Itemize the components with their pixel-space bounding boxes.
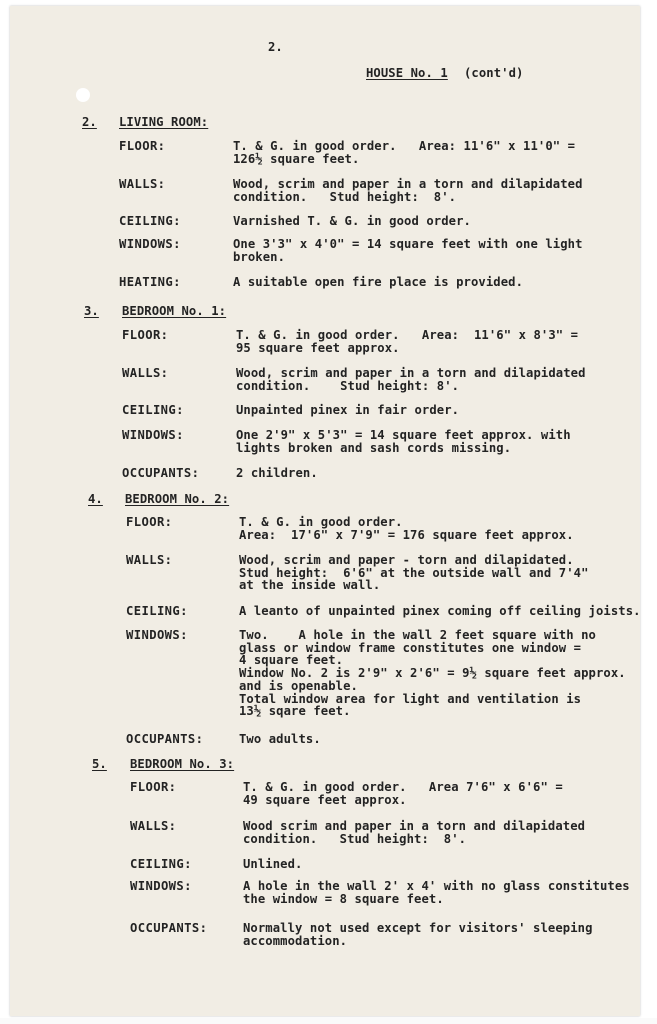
house-title-suffix: (cont'd)	[464, 66, 524, 80]
field-label: OCCUPANTS:	[122, 466, 200, 480]
field-value-line: 49 square feet approx.	[243, 793, 407, 807]
field-value-line: Wood, scrim and paper - torn and dilapidated.	[239, 553, 574, 567]
section-number: 3.	[84, 304, 99, 318]
field-value-line: the window = 8 square feet.	[243, 892, 444, 906]
field-value-line: Two. A hole in the wall 2 feet square with no	[239, 628, 596, 642]
punch-hole	[76, 88, 90, 102]
section-title: BEDROOM No. 1:	[122, 304, 227, 318]
field-value-line: accommodation.	[243, 934, 348, 948]
field-label: CEILING:	[122, 403, 184, 417]
field-label: HEATING:	[119, 275, 181, 289]
field-label: FLOOR:	[119, 139, 166, 153]
field-value-line: glass or window frame constitutes one window =	[239, 641, 582, 655]
field-value-line: A suitable open fire place is provided.	[233, 275, 524, 289]
field-label: WINDOWS:	[119, 237, 181, 251]
section-title: LIVING ROOM:	[119, 115, 209, 129]
field-value-line: broken.	[233, 250, 286, 264]
field-value-line: A hole in the wall 2' x 4' with no glass constitutes	[243, 879, 630, 893]
field-value-line: condition. Stud height: 8'.	[236, 379, 460, 393]
page-edge	[0, 1018, 657, 1024]
field-value-line: One 2'9" x 5'3" = 14 square feet approx. with	[236, 428, 571, 442]
field-value-line: Varnished T. & G. in good order.	[233, 214, 471, 228]
field-value-line: condition. Stud height: 8'.	[243, 832, 467, 846]
field-label: WINDOWS:	[122, 428, 184, 442]
field-label: WALLS:	[126, 553, 173, 567]
field-value-line: Two adults.	[239, 732, 321, 746]
field-value-line: Total window area for light and ventilation is	[239, 692, 582, 706]
field-value-line: lights broken and sash cords missing.	[236, 441, 512, 455]
field-value-line: T. & G. in good order. Area 7'6" x 6'6" =	[243, 780, 563, 794]
field-value-line: Stud height: 6'6" at the outside wall and 7'4"	[239, 566, 589, 580]
section-title: BEDROOM No. 3:	[130, 757, 235, 771]
field-value-line: Area: 17'6" x 7'9" = 176 square feet approx.	[239, 528, 574, 542]
section-number: 4.	[88, 492, 103, 506]
field-value-line: Window No. 2 is 2'9" x 2'6" = 9½ square feet approx.	[239, 666, 626, 680]
field-label: OCCUPANTS:	[130, 921, 208, 935]
field-value-line: at the inside wall.	[239, 578, 381, 592]
house-title: HOUSE No. 1	[366, 66, 448, 80]
field-value-line: Wood, scrim and paper in a torn and dilapidated	[236, 366, 586, 380]
field-value-line: A leanto of unpainted pinex coming off ceiling joists.	[239, 604, 641, 618]
field-label: WALLS:	[122, 366, 169, 380]
page-number: 2.	[268, 40, 283, 54]
field-value-line: Wood, scrim and paper in a torn and dilapidated	[233, 177, 583, 191]
field-value-line: One 3'3" x 4'0" = 14 square feet with one light	[233, 237, 583, 251]
field-label: FLOOR:	[122, 328, 169, 342]
field-label: FLOOR:	[126, 515, 173, 529]
section-number: 2.	[82, 115, 97, 129]
field-value-line: 126½ square feet.	[233, 152, 360, 166]
field-label: WALLS:	[130, 819, 177, 833]
field-label: WINDOWS:	[130, 879, 192, 893]
section-number: 5.	[92, 757, 107, 771]
field-label: CEILING:	[130, 857, 192, 871]
field-value-line: 4 square feet.	[239, 653, 344, 667]
field-value-line: T. & G. in good order. Area: 11'6" x 8'3" =	[236, 328, 579, 342]
field-label: FLOOR:	[130, 780, 177, 794]
field-label: OCCUPANTS:	[126, 732, 204, 746]
field-label: CEILING:	[119, 214, 181, 228]
field-value-line: condition. Stud height: 8'.	[233, 190, 457, 204]
field-label: CEILING:	[126, 604, 188, 618]
field-value-line: Wood scrim and paper in a torn and dilapidated	[243, 819, 586, 833]
field-value-line: T. & G. in good order. Area: 11'6" x 11'0" =	[233, 139, 576, 153]
field-value-line: Normally not used except for visitors' sleeping	[243, 921, 593, 935]
field-value-line: 13½ sqare feet.	[239, 704, 351, 718]
field-label: WALLS:	[119, 177, 166, 191]
section-title: BEDROOM No. 2:	[125, 492, 230, 506]
field-value-line: Unlined.	[243, 857, 303, 871]
field-value-line: 95 square feet approx.	[236, 341, 400, 355]
field-value-line: and is openable.	[239, 679, 358, 693]
field-label: WINDOWS:	[126, 628, 188, 642]
field-value-line: Unpainted pinex in fair order.	[236, 403, 460, 417]
field-value-line: T. & G. in good order.	[239, 515, 403, 529]
field-value-line: 2 children.	[236, 466, 318, 480]
